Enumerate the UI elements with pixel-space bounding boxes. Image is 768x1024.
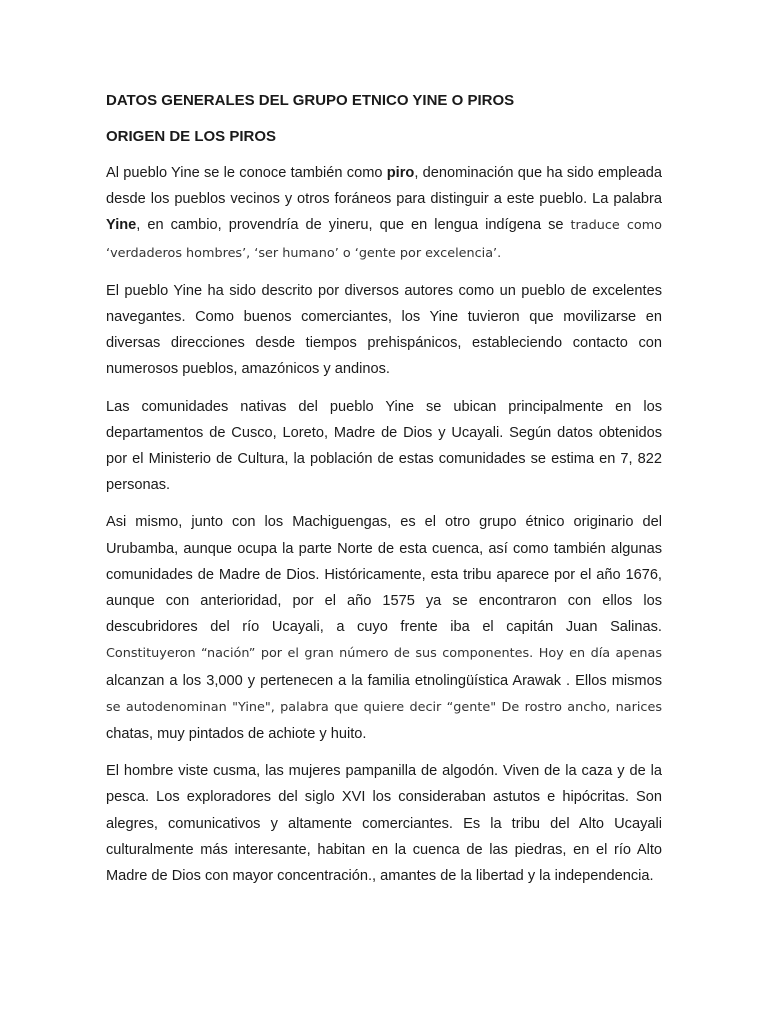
text-run-alt-font: traduce como ‘verdaderos hombres’, ‘ser humano’ o ‘gente por excelencia’. [106, 218, 662, 261]
text-run: chatas, muy pintados de achiote y huito. [106, 726, 367, 743]
text-run: alcanzan a los 3,000 y pertenecen a la familia etnolingüística Arawak . Ellos mismos [106, 672, 662, 689]
text-run-alt-font: Constituyeron “nación” por el gran número de sus componentes. Hoy en día apenas [106, 646, 662, 662]
bold-term-yine: Yine [106, 217, 137, 234]
text-run: , en cambio, provendría de yineru, que en lengua indígena se [136, 217, 571, 234]
section-heading: ORIGEN DE LOS PIROS [106, 128, 277, 145]
text-run-alt-font: se autodenominan "Yine", palabra que quiere decir “gente" De rostro ancho, narices [106, 699, 662, 715]
paragraph-history [106, 509, 662, 747]
document-title: DATOS GENERALES DEL GRUPO ETNICO YINE O PIROS [106, 92, 515, 109]
document-page [106, 90, 662, 900]
paragraph-communities: Las comunidades nativas del pueblo Yine se ubican principalmente en los departamentos de Cusco, Loreto, Madre de Dios y Ucayali. Según datos obtenidos por el Ministerio de Cultura, la población de estas comunidades se estima en 7, 822 personas. [106, 398, 662, 494]
paragraph-customs: El hombre viste cusma, las mujeres pampanilla de algodón. Viven de la caza y de la pesca. Los exploradores del siglo XVI los consideraban astutos e hipócritas. Son alegres, comunicativos y altamente comerciantes. Es la tribu del Alto Ucayali culturalmente más interesante, habitan en la cuenca de las piedras, en el río Alto Madre de Dios con mayor concentración., amantes de la libertad y la independencia. [106, 763, 662, 885]
text-run: Asi mismo, junto con los Machiguengas, es el otro grupo étnico originario del Urubamba, aunque ocupa la parte Norte de esta cuenca, así como también algunas comunidades de Madre de Dios. Históricamente, esta tribu aparece por el año 1676, aunque con anterioridad, por el año 1575 ya se encontraron con ellos los descubridores del río Ucayali, a cuyo frente iba el capitán Juan Salinas. [106, 514, 662, 636]
paragraph-origin [106, 160, 662, 267]
bold-term-piro: piro [386, 165, 415, 181]
paragraph-navigators: El pueblo Yine ha sido descrito por diversos autores como un pueblo de excelentes navegantes. Como buenos comerciantes, los Yine tuvieron que movilizarse en diversas direcciones desde tiempos prehispánicos, estableciendo contacto con numerosos pueblos, amazónicos y andinos. [106, 282, 662, 378]
text-run: , denominación que ha sido empleada desde los pueblos vecinos y otros foráneos para distinguir a este pueblo. La palabra [106, 165, 662, 208]
text-run: Al pueblo Yine se le conoce también como [106, 165, 387, 181]
